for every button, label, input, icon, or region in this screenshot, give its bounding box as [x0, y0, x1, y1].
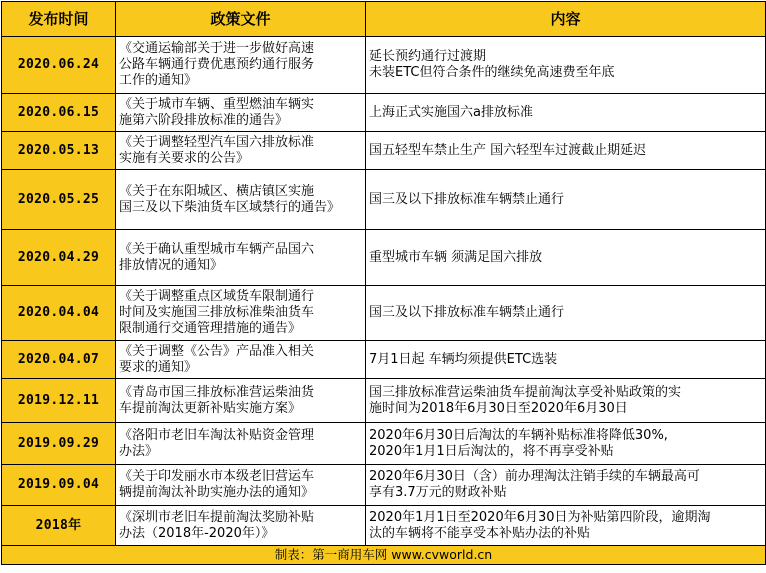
- table-row: [2, 37, 766, 94]
- date-cell: 2018年: [2, 506, 116, 546]
- content-cell: 2020年1月1日至2020年6月30日为补贴第四阶段，逾期淘 汰的车辆将不能享受本补贴办法的补贴: [366, 506, 766, 546]
- content-cell: 2020年6月30日后淘汰的车辆补贴标准将降低30%, 2020年1月1日后淘汰的，将不再享受补贴: [366, 423, 766, 465]
- date-cell: 2020.05.13: [2, 132, 116, 170]
- date-cell: 2019.09.29: [2, 423, 116, 465]
- table-row: [2, 506, 766, 546]
- table-row: [2, 230, 766, 286]
- date-cell: 2019.09.04: [2, 465, 116, 506]
- policy-table: [1, 1, 766, 565]
- header-doc: 政策文件: [116, 2, 366, 37]
- doc-cell: 《深圳市老旧车提前淘汰奖励补贴 办法（2018年-2020年）》: [116, 506, 366, 546]
- table-row: [2, 465, 766, 506]
- content-cell: 上海正式实施国六a排放标准: [366, 94, 766, 132]
- header-date: 发布时间: [2, 2, 116, 37]
- doc-cell: 《关于调整重点区域货车限制通行 时间及实施国三排放标准柴油货车 限制通行交通管理措施的通告》: [116, 286, 366, 341]
- footer-row: [2, 546, 766, 565]
- doc-cell: 《青岛市国三排放标准营运柴油货 车提前淘汰更新补贴实施方案》: [116, 379, 366, 423]
- content-cell: 国三及以下排放标准车辆禁止通行: [366, 286, 766, 341]
- table-row: [2, 423, 766, 465]
- header-content: 内容: [366, 2, 766, 37]
- doc-cell: 《关于调整轻型汽车国六排放标准 实施有关要求的公告》: [116, 132, 366, 170]
- table-row: [2, 379, 766, 423]
- content-cell: 国三及以下排放标准车辆禁止通行: [366, 170, 766, 230]
- table-row: [2, 341, 766, 379]
- content-cell: 国五轻型车禁止生产 国六轻型车过渡截止期延迟: [366, 132, 766, 170]
- table-footer: 制表：第一商用车网 www.cvworld.cn: [2, 546, 766, 565]
- date-cell: 2019.12.11: [2, 379, 116, 423]
- table-row: [2, 94, 766, 132]
- header-row: [2, 2, 766, 37]
- doc-cell: 《关于在东阳城区、横店镇区实施 国三及以下柴油货车区域禁行的通告》: [116, 170, 366, 230]
- table-row: [2, 286, 766, 341]
- doc-cell: 《关于调整《公告》产品准入相关 要求的通知》: [116, 341, 366, 379]
- content-cell: 国三排放标准营运柴油货车提前淘汰享受补贴政策的实 施时间为2018年6月30日至2020年6月30日: [366, 379, 766, 423]
- table-row: [2, 132, 766, 170]
- date-cell: 2020.04.07: [2, 341, 116, 379]
- date-cell: 2020.04.29: [2, 230, 116, 286]
- content-cell: 延长预约通行过渡期 未装ETC但符合条件的继续免高速费至年底: [366, 37, 766, 94]
- content-cell: 2020年6月30日（含）前办理淘汰注销手续的车辆最高可 享有3.7万元的财政补贴: [366, 465, 766, 506]
- date-cell: 2020.06.24: [2, 37, 116, 94]
- date-cell: 2020.05.25: [2, 170, 116, 230]
- date-cell: 2020.04.04: [2, 286, 116, 341]
- table-row: [2, 170, 766, 230]
- doc-cell: 《关于城市车辆、重型燃油车辆实 施第六阶段排放标准的通告》: [116, 94, 366, 132]
- content-cell: 重型城市车辆 须满足国六排放: [366, 230, 766, 286]
- doc-cell: 《洛阳市老旧车淘汰补贴资金管理 办法》: [116, 423, 366, 465]
- doc-cell: 《关于确认重型城市车辆产品国六 排放情况的通知》: [116, 230, 366, 286]
- doc-cell: 《交通运输部关于进一步做好高速 公路车辆通行费优惠预约通行服务 工作的通知》: [116, 37, 366, 94]
- content-cell: 7月1日起 车辆均须提供ETC选装: [366, 341, 766, 379]
- doc-cell: 《关于印发丽水市本级老旧营运车 辆提前淘汰补助实施办法的通知》: [116, 465, 366, 506]
- date-cell: 2020.06.15: [2, 94, 116, 132]
